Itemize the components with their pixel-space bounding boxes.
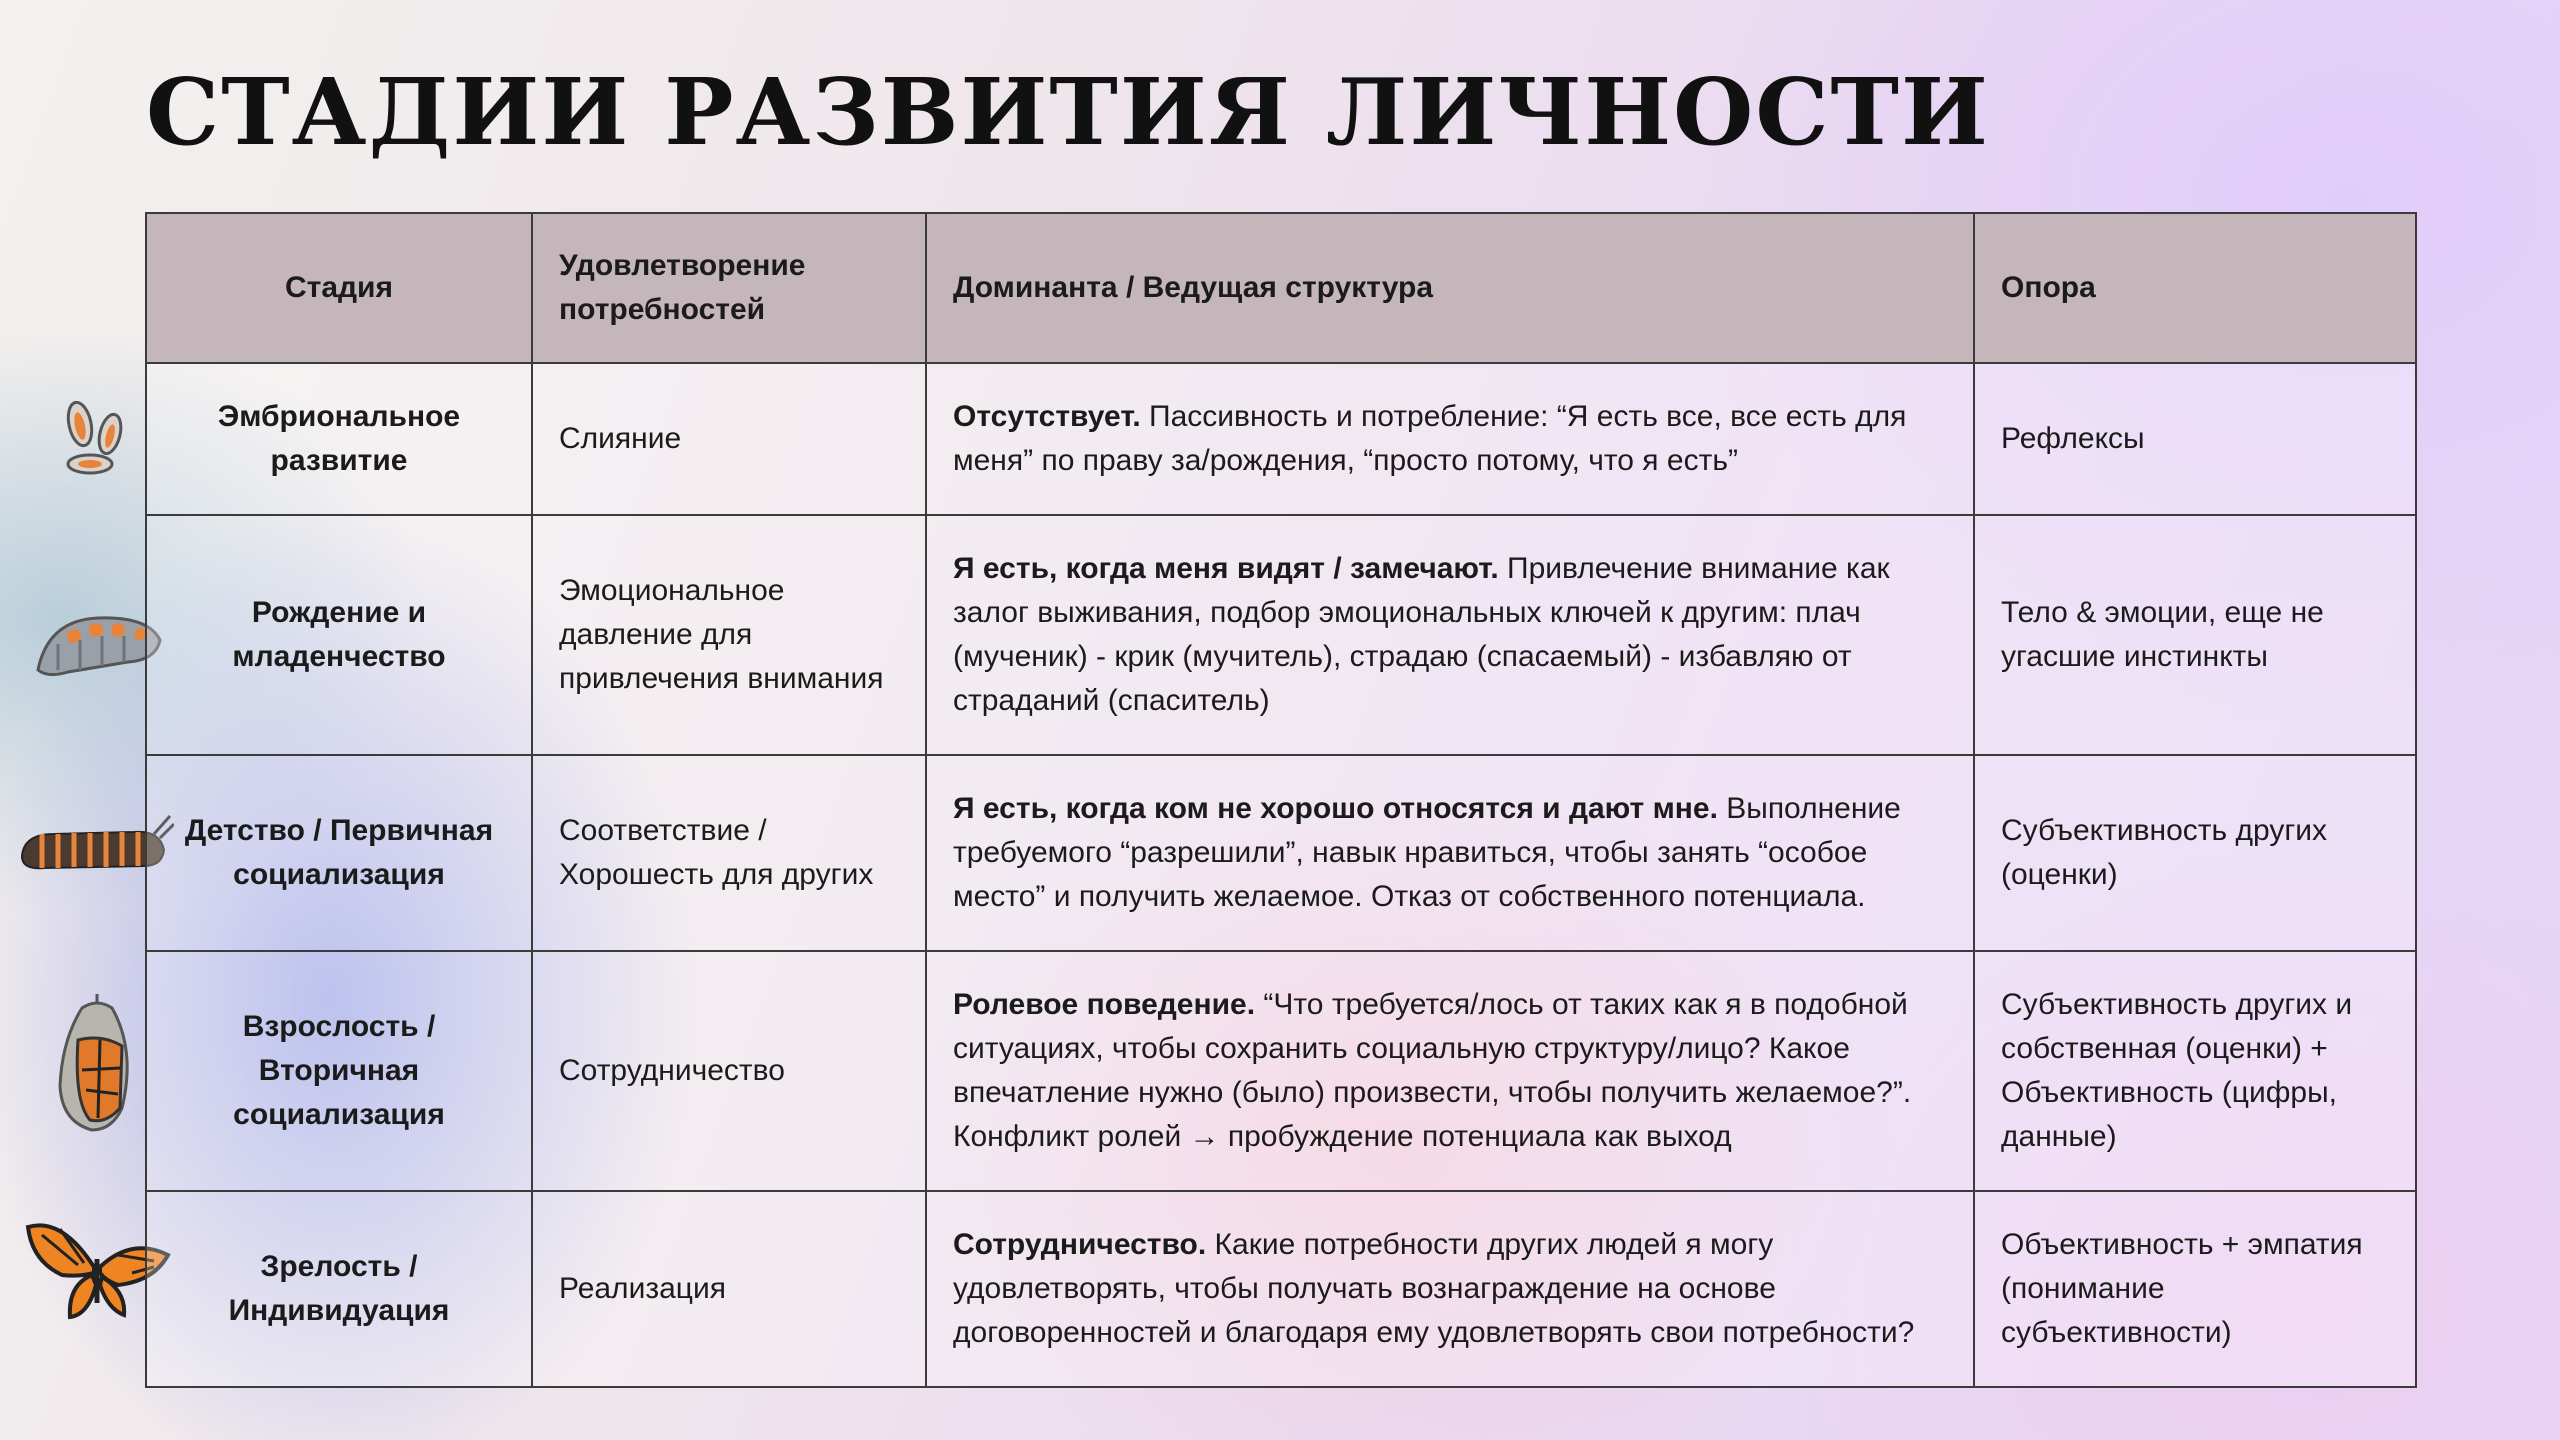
header-support: Опора [1974,213,2416,363]
table-row [146,363,2416,515]
dominant-text: Выполнение требуемого “разрешили”, навык нравиться, чтобы занять “особое место” и получить желаемое. Отказ от собственного потенциала. [953,792,1901,913]
stage-cell: Эмбриональное развитие [146,363,532,515]
dominant-cell [926,1191,1974,1387]
need-cell: Соответствие / Хорошесть для других [532,755,926,951]
support-cell: Рефлексы [1974,363,2416,515]
table-header-row [146,213,2416,363]
dominant-lead: Я есть, когда ком не хорошо относятся и дают мне. [953,792,1718,825]
stage-cell: Взрослость / Вторичная социализация [146,951,532,1191]
chrysalis-icon [52,990,142,1135]
table-row [146,515,2416,755]
dominant-cell [926,951,1974,1191]
header-stage: Стадия [146,213,532,363]
stage-cell: Детство / Первичная социализация [146,755,532,951]
dominant-cell [926,363,1974,515]
stage-cell: Зрелость / Индивидуация [146,1191,532,1387]
need-cell: Сотрудничество [532,951,926,1191]
dominant-lead: Отсутствует. [953,400,1141,433]
stage-cell: Рождение и младенчество [146,515,532,755]
table-row [146,1191,2416,1387]
header-needs: Удовлетворение потребностей [532,213,926,363]
need-cell: Слияние [532,363,926,515]
dominant-text: Привлечение внимание как залог выживания, подбор эмоциональных ключей к другим: плач (мученик) - крик (мучитель), страдаю (спасаемый) - избавляю от страданий (спаситель) [953,552,1890,717]
support-cell: Объективность + эмпатия (понимание субъективности) [1974,1191,2416,1387]
header-dominant: Доминанта / Ведущая структура [926,213,1974,363]
page-title: СТАДИИ РАЗВИТИЯ ЛИЧНОСТИ [146,58,1990,166]
dominant-text: “Что требуется/лось от таких как я в подобной ситуациях, чтобы сохранить социальную структуру/лицо? Какое впечатление нужно (было) произвести, чтобы получить желаемое?”. Конфликт ролей → пробуждение потенциала как выход [953,988,1912,1153]
eggs-icon [58,390,138,480]
dominant-text: Пассивность и потребление: “Я есть все, все есть для меня” по праву за/рождения, “просто потому, что я есть” [953,400,1907,477]
table-row [146,755,2416,951]
dominant-cell [926,755,1974,951]
support-cell: Субъективность других (оценки) [1974,755,2416,951]
support-cell: Тело & эмоции, еще не угасшие инстинкты [1974,515,2416,755]
need-cell: Реализация [532,1191,926,1387]
dominant-text: Какие потребности других людей я могу удовлетворять, чтобы получать вознаграждение на основе договоренностей и благодаря ему удовлетворять свои потребности? [953,1228,1915,1349]
dominant-cell [926,515,1974,755]
support-cell: Субъективность других и собственная (оценки) + Объективность (цифры, данные) [1974,951,2416,1191]
need-cell: Эмоциональное давление для привлечения внимания [532,515,926,755]
dominant-lead: Я есть, когда меня видят / замечают. [953,552,1499,585]
dominant-lead: Ролевое поведение. [953,988,1256,1021]
stages-table [145,212,2417,1388]
dominant-lead: Сотрудничество. [953,1228,1207,1261]
table-row [146,951,2416,1191]
